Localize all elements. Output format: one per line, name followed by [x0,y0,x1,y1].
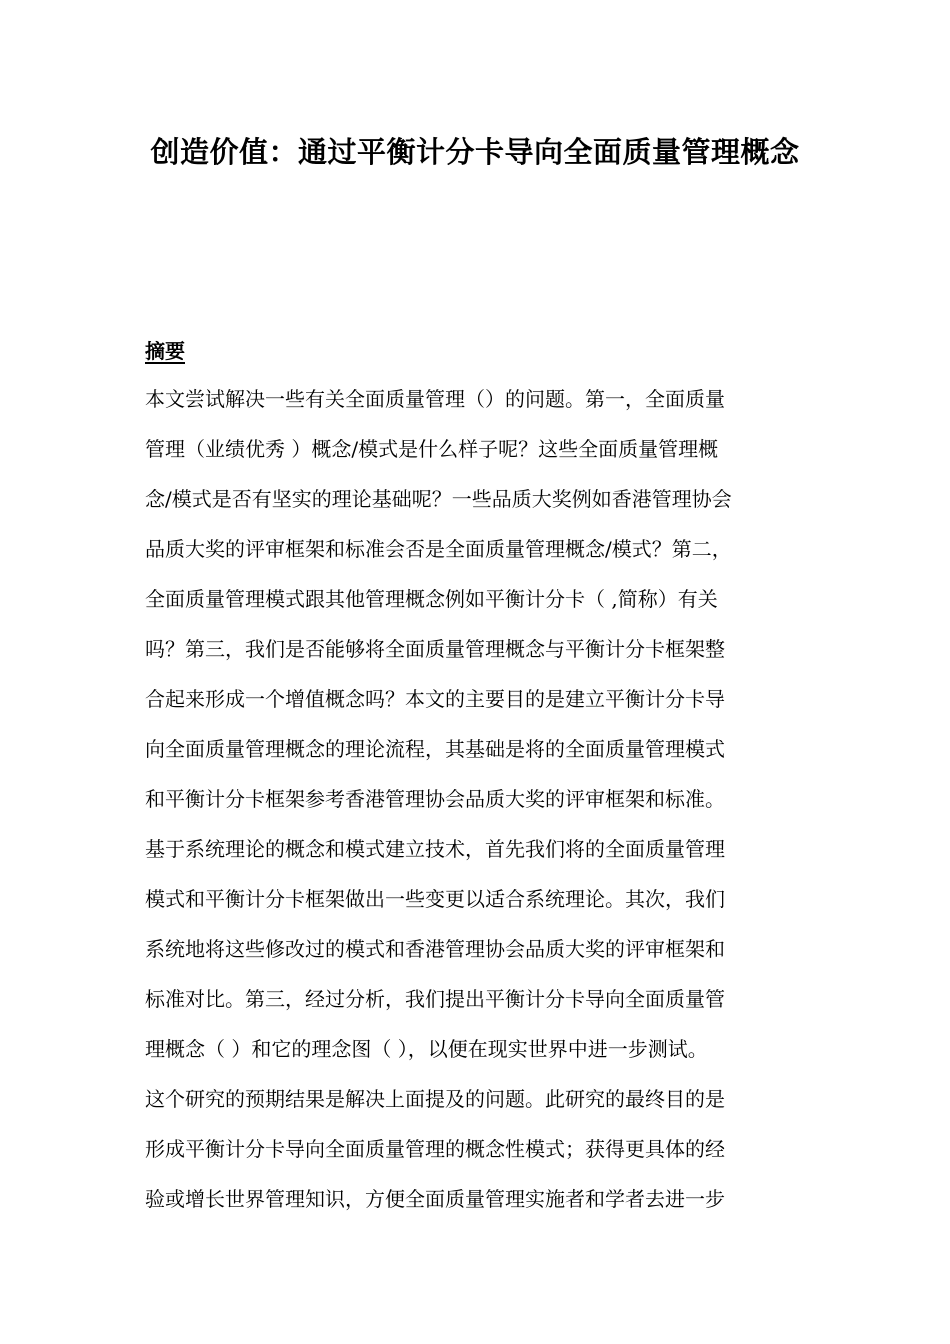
abstract-line: 合起来形成一个增值概念吗？本文的主要目的是建立平衡计分卡导 [145,687,725,711]
abstract-line: 品质大奖的评审框架和标准会否是全面质量管理概念/模式？第二， [145,537,732,561]
abstract-body [145,380,845,1230]
abstract-line: 念/模式是否有坚实的理论基础呢？一些品质大奖例如香港管理协会 [145,487,732,511]
abstract-line: 和平衡计分卡框架参考香港管理协会品质大奖的评审框架和标准。 [145,787,725,811]
abstract-line: 基于系统理论的概念和模式建立技术，首先我们将的全面质量管理 [145,837,725,861]
abstract-line: 模式和平衡计分卡框架做出一些变更以适合系统理论。其次，我们 [145,887,725,911]
abstract-line: 本文尝试解决一些有关全面质量管理（）的问题。第一，全面质量 [145,387,725,411]
document-title: 创造价值：通过平衡计分卡导向全面质量管理概念 [150,135,800,169]
abstract-line: 系统地将这些修改过的模式和香港管理协会品质大奖的评审框架和 [145,937,725,961]
abstract-line: 标准对比。第三，经过分析，我们提出平衡计分卡导向全面质量管 [145,987,725,1011]
abstract-line: 吗？第三，我们是否能够将全面质量管理概念与平衡计分卡框架整 [145,637,725,661]
abstract-line: 理概念（ ）和它的理念图（ ），以便在现实世界中进一步测试。 [145,1037,708,1061]
abstract-heading: 摘要 [145,339,185,363]
abstract-line: 验或增长世界管理知识，方便全面质量管理实施者和学者去进一步 [145,1187,725,1211]
abstract-line: 这个研究的预期结果是解决上面提及的问题。此研究的最终目的是 [145,1087,725,1111]
abstract-line: 向全面质量管理概念的理论流程，其基础是将的全面质量管理模式 [145,737,725,761]
abstract-line: 形成平衡计分卡导向全面质量管理的概念性模式；获得更具体的经 [145,1137,725,1161]
abstract-line: 管理（业绩优秀 ）概念/模式是什么样子呢？这些全面质量管理概 [145,437,719,461]
abstract-line: 全面质量管理模式跟其他管理概念例如平衡计分卡（ ,简称）有关 [145,587,718,611]
